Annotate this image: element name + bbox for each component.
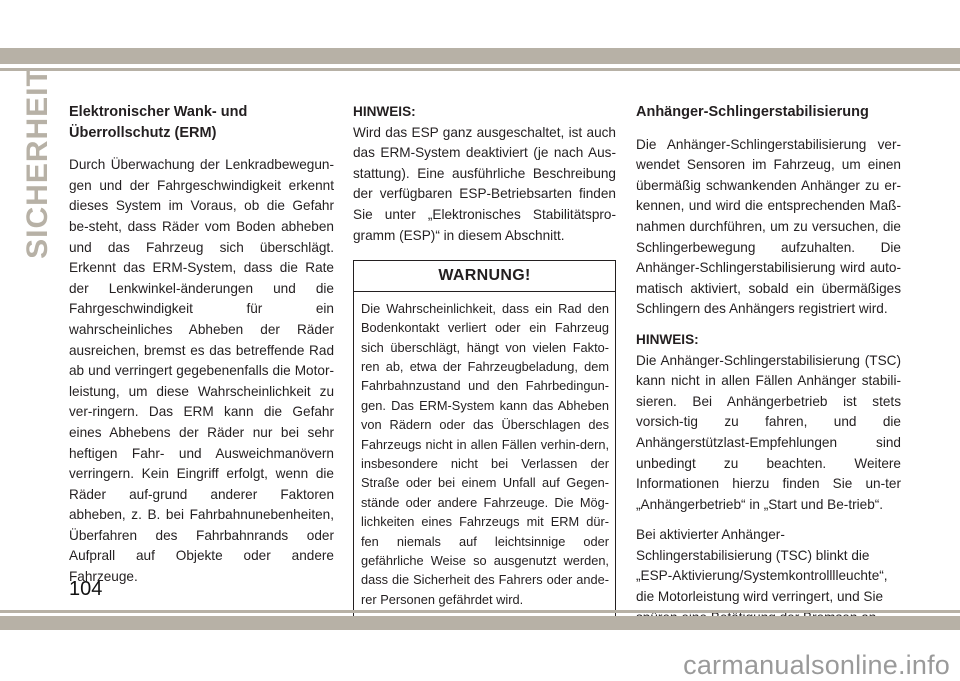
note-text: Wird das ESP ganz ausgeschaltet, ist auch das ERM-System deaktiviert (je nach Aus-stattung). Eine ausführliche Beschreibung der verfügbaren ESP-Betriebsarten finden Sie unter „Elektronisches Stabilitätspro-gramm (ESP)“ in diesem Abschnitt. — [353, 124, 616, 243]
column-3 — [636, 102, 901, 669]
footer-thin-rule — [0, 610, 960, 613]
tsc-note-text: Die Anhänger-Schlingerstabilisierung (TSC) kann nicht in allen Fällen Anhänger stabili-sieren. Bei Anhängerbetrieb ist stets vorsich-tig zu fahren, und die Anhängerstützlast-Empfehlungen sind unbedingt zu beachten. Weitere Informationen hierzu finden Sie un-ter „Anhängerbetrieb“ in „Start und Be-trieb“. — [636, 352, 901, 512]
section-side-title-text: SICHERHEIT — [21, 67, 54, 259]
note-label: HINWEIS: — [353, 104, 416, 119]
tsc-note-label: HINWEIS: — [636, 331, 699, 347]
erm-body: Durch Überwachung der Lenkradbewegun-gen und der Fahrgeschwindigkeit erkennt dieses System im Voraus, ob die Gefahr be-steht, dass Räder vom Boden abheben und das Fahrzeug sich überschlägt. Erkennt das ERM-System, dass die Rate der Lenkwinkel-änderungen und die Fahrgeschwindigkeit für ein wahrscheinliches Abheben der Räder ausreichen, bremst es das betreffende Rad ab und verringert gegebenenfalls die Motor-leistung, um diese Wahrscheinlichkeit zu ver-ringern. Das ERM kann die Gefahr eines Abhebens der Räder nur bei sehr heftigen Fahr- und Ausweichmanövern verringern. Kein Eingriff erfolgt, wenn die Räder auf-grund anderer Faktoren abheben, z. B. bei Fahrbahnunebenheiten, Überfahren des Fahrbahnrands oder Aufprall auf Objekte oder andere Fahrzeuge. — [69, 157, 334, 585]
site-watermark[interactable]: carmanualsonline.info — [683, 650, 950, 680]
erm-heading: Elektronischer Wank- und Überrollschutz (ERM) — [69, 104, 248, 141]
tsc-heading: Anhänger-Schlingerstabilisierung — [636, 104, 869, 120]
footer-rule — [0, 616, 960, 630]
tsc-para-1: Die Anhänger-Schlingerstabilisierung ver-wendet Sensoren im Fahrzeug, um einen übermäßig schwankenden Anhänger zu er-kennen, und wird die entsprechenden Maß-nahmen durchführen, um zu versuchen, die Schlingerbewegung aufzuhalten. Die Anhänger-Schlingerstabilisierung wird auto-matisch aktiviert, sobald ein übermäßiges Schlingern des Anhängers registriert wird. — [636, 136, 901, 317]
top-margin — [0, 0, 960, 48]
column-2 — [353, 102, 616, 619]
page-number: 104 — [69, 578, 103, 600]
section-side-title — [16, 67, 60, 259]
tsc-para-3: Bei aktivierter Anhänger-Schlingerstabilisierung (TSC) blinkt die „ESP-Aktivierung/Systemkontrolllleuchte“, die Motorleistung wird verringert, und Sie — [636, 527, 888, 605]
header-rule — [0, 48, 960, 64]
warning-box — [353, 260, 616, 619]
warning-text: Die Wahrscheinlichkeit, dass ein Rad den Bodenkontakt verliert oder ein Fahrzeug sich überschlägt, hängt von vielen Fakto-ren ab, etwa der Fahrzeugbeladung, dem Fahrbahnzustand und den Fahrbedingun-gen. Das ERM-System kann das Abheben von Rädern oder das Überschlagen des Fahrzeugs nicht in allen Fällen verhin-dern, insbesondere nicht bei Verlassen der Straße oder bei einem Unfall auf Gegen-stände oder andere Fahrzeuge. Die Mög-lichkeiten eines Fahrzeugs mit ERM dür-fen niemals auf leichtsinnige oder gefährliche Weise so ausgenutzt werden, dass die Sicherheit des Fahrers oder ande-rer Personen gefährdet wird. — [361, 300, 609, 607]
column-1 — [69, 102, 334, 588]
header-thin-rule — [0, 68, 960, 71]
warning-title: WARNUNG! — [354, 261, 615, 292]
